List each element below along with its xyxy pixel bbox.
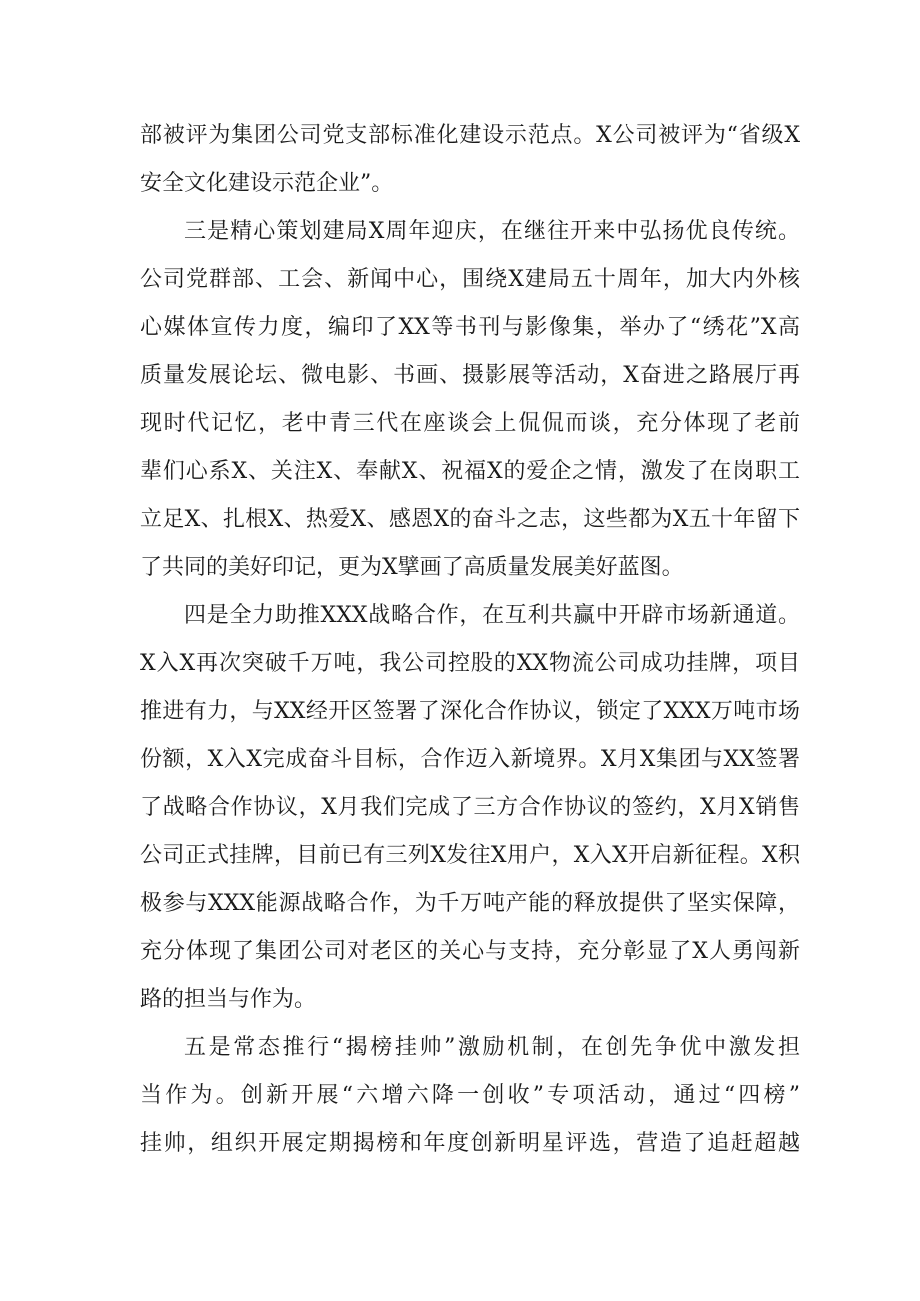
paragraph-line: 路的担当与作为。 [140, 987, 317, 1012]
paragraph-line: 份额，X入X完成奋斗目标，合作迈入新境界。X月X集团与XX签署 [140, 747, 800, 772]
paragraph-line: 了战略合作协议，X月我们完成了三方合作协议的签约，X月X销售 [140, 795, 800, 820]
paragraph-line: 部被评为集团公司党支部标准化建设示范点。X公司被评为“省级X [140, 123, 800, 148]
paragraph-line: 当作为。创新开展“六增六降一创收”专项活动，通过“四榜” [140, 1083, 800, 1108]
paragraph-line: 充分体现了集团公司对老区的关心与支持，充分彰显了X人勇闯新 [140, 939, 800, 964]
paragraph-line: 极参与XXX能源战略合作，为千万吨产能的释放提供了坚实保障， [140, 891, 800, 916]
paragraph-line: 辈们心系X、关注X、奉献X、祝福X的爱企之情，激发了在岗职工 [140, 459, 800, 484]
paragraph-line: 现时代记忆，老中青三代在座谈会上侃侃而谈，充分体现了老前 [140, 411, 800, 436]
paragraph-line: 立足X、扎根X、热爱X、感恩X的奋斗之志，这些都为X五十年留下 [140, 507, 800, 532]
paragraph-3 [140, 592, 800, 1024]
paragraph-line: 公司正式挂牌，目前已有三列X发往X用户，X入X开启新征程。X积 [140, 843, 800, 868]
paragraph-line: 四是全力助推XXX战略合作，在互利共赢中开辟市场新通道。 [184, 603, 800, 628]
paragraph-line: 心媒体宣传力度，编印了XX等书刊与影像集，举办了“绣花”X高 [140, 315, 800, 340]
paragraph-line: 公司党群部、工会、新闻中心，围绕X建局五十周年，加大内外核 [140, 267, 800, 292]
paragraph-line: X入X再次突破千万吨，我公司控股的XX物流公司成功挂牌，项目 [140, 651, 800, 676]
paragraph-line: 挂帅，组织开展定期揭榜和年度创新明星评选，营造了追赶超越 [140, 1131, 800, 1156]
paragraph-line: 质量发展论坛、微电影、书画、摄影展等活动，X奋进之路展厅再 [140, 363, 800, 388]
paragraph-4 [140, 1024, 800, 1168]
paragraph-line: 了共同的美好印记，更为X擘画了高质量发展美好蓝图。 [140, 555, 684, 580]
paragraph-1 [140, 112, 800, 208]
paragraph-2 [140, 208, 800, 592]
paragraph-line: 五是常态推行“揭榜挂帅”激励机制，在创先争优中激发担 [184, 1035, 800, 1060]
document-body [140, 112, 800, 1168]
paragraph-line: 安全文化建设示范企业”。 [140, 171, 394, 196]
paragraph-line: 推进有力，与XX经开区签署了深化合作协议，锁定了XXX万吨市场 [140, 699, 800, 724]
paragraph-line: 三是精心策划建局X周年迎庆，在继往开来中弘扬优良传统。 [184, 219, 800, 244]
